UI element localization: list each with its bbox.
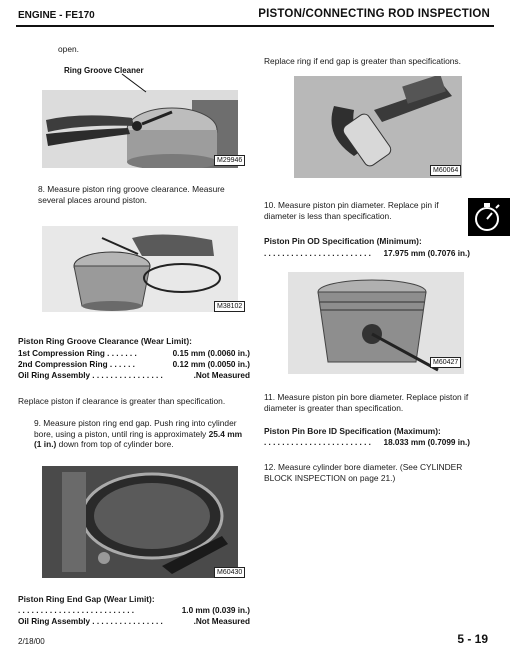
spec-leader-dots: . . . . . . . . . . . . . . . . . . . . . . . . bbox=[264, 438, 371, 447]
pin-od-row bbox=[264, 248, 470, 259]
page-title: PISTON/CONNECTING ROD INSPECTION bbox=[258, 8, 490, 20]
cylinder-bore-illustration bbox=[42, 466, 238, 578]
stopwatch-icon bbox=[468, 198, 510, 236]
ring-groove-cleaner-illustration bbox=[42, 90, 238, 168]
figure-id: M60427 bbox=[430, 357, 461, 368]
header-divider bbox=[16, 25, 494, 27]
step-11-text: 11. Measure piston pin bore diameter. Replace piston if diameter is greater than specification. bbox=[264, 392, 469, 413]
spec-value: 1.0 mm (0.039 in.) bbox=[181, 606, 250, 615]
replace-piston-text: Replace piston if clearance is greater than specification. bbox=[18, 396, 226, 406]
replace-ring-text: Replace ring if end gap is greater than specifications. bbox=[264, 56, 461, 66]
spec-label: 1st Compression Ring . . . . . . . bbox=[18, 349, 137, 358]
step-12-text: 12. Measure cylinder bore diameter. (See CYLINDER BLOCK INSPECTION on page 21.) bbox=[264, 462, 463, 483]
spec-row bbox=[18, 616, 250, 627]
figure-id: M60430 bbox=[214, 567, 245, 578]
spec-row bbox=[18, 605, 250, 616]
step-10-text: 10. Measure piston pin diameter. Replace pin if diameter is less than specification. bbox=[264, 200, 439, 221]
groove-spec-table bbox=[18, 348, 250, 381]
figure-id: M38102 bbox=[214, 301, 245, 312]
spec-value: .Not Measured bbox=[193, 371, 250, 380]
endgap-spec-heading: Piston Ring End Gap (Wear Limit): bbox=[18, 594, 155, 604]
spec-value: 0.15 mm (0.0060 in.) bbox=[172, 349, 250, 358]
section-tab bbox=[468, 198, 510, 236]
piston-pin-micrometer-photo bbox=[294, 76, 462, 178]
spec-leader-dots: . . . . . . . . . . . . . . . . . . . . . . . . bbox=[264, 249, 371, 258]
header-section: ENGINE - FE170 bbox=[18, 10, 95, 21]
ring-groove-cleaner-callout: Ring Groove Cleaner bbox=[64, 66, 144, 75]
spec-value: 17.975 mm (0.7076 in.) bbox=[383, 249, 470, 258]
spec-value: 18.033 mm (0.7099 in.) bbox=[383, 438, 470, 447]
pin-od-heading: Piston Pin OD Specification (Minimum): bbox=[264, 236, 422, 246]
feeler-gauge-illustration bbox=[42, 226, 238, 312]
endgap-spec-table bbox=[18, 605, 250, 627]
step-9-text bbox=[34, 418, 250, 450]
continued-text: open. bbox=[58, 44, 79, 54]
callout-leader-line bbox=[120, 72, 150, 96]
figure-id: M29946 bbox=[214, 155, 245, 166]
spec-row bbox=[18, 348, 250, 359]
step-9-measure: 25.4 mm (1 in.) bbox=[34, 428, 243, 449]
figure-id: M60064 bbox=[430, 165, 461, 176]
step-9-text-a: 9. Measure piston ring end gap. Push ring into cylinder bore, using a piston, until ring is approximately bbox=[34, 418, 237, 439]
pin-bore-heading: Piston Pin Bore ID Specification (Maximum): bbox=[264, 426, 441, 436]
feeler-gauge-photo bbox=[42, 226, 238, 312]
pin-bore-row bbox=[264, 437, 470, 448]
footer-date: 2/18/00 bbox=[18, 637, 45, 646]
ring-groove-cleaner-photo bbox=[42, 90, 238, 168]
step-8-text: 8. Measure piston ring groove clearance. Measure several places around piston. bbox=[38, 184, 225, 205]
piston-pin-micrometer-illustration bbox=[294, 76, 462, 178]
spec-label: Oil Ring Assembly . . . . . . . . . . . . . . . . bbox=[18, 617, 163, 626]
spec-value: 0.12 mm (0.0050 in.) bbox=[172, 360, 250, 369]
spec-row bbox=[18, 359, 250, 370]
step-9-text-c: down from top of cylinder bore. bbox=[56, 439, 174, 449]
page-number: 5 - 19 bbox=[457, 632, 488, 646]
cylinder-bore-photo bbox=[42, 466, 238, 578]
groove-spec-heading: Piston Ring Groove Clearance (Wear Limit): bbox=[18, 336, 192, 346]
spec-leader-dots: . . . . . . . . . . . . . . . . . . . . . . . . . . bbox=[18, 606, 135, 615]
spec-value: .Not Measured bbox=[193, 617, 250, 626]
spec-row bbox=[18, 370, 250, 381]
spec-label: Oil Ring Assembly . . . . . . . . . . . . . . . . bbox=[18, 371, 163, 380]
spec-label: 2nd Compression Ring . . . . . . bbox=[18, 360, 135, 369]
